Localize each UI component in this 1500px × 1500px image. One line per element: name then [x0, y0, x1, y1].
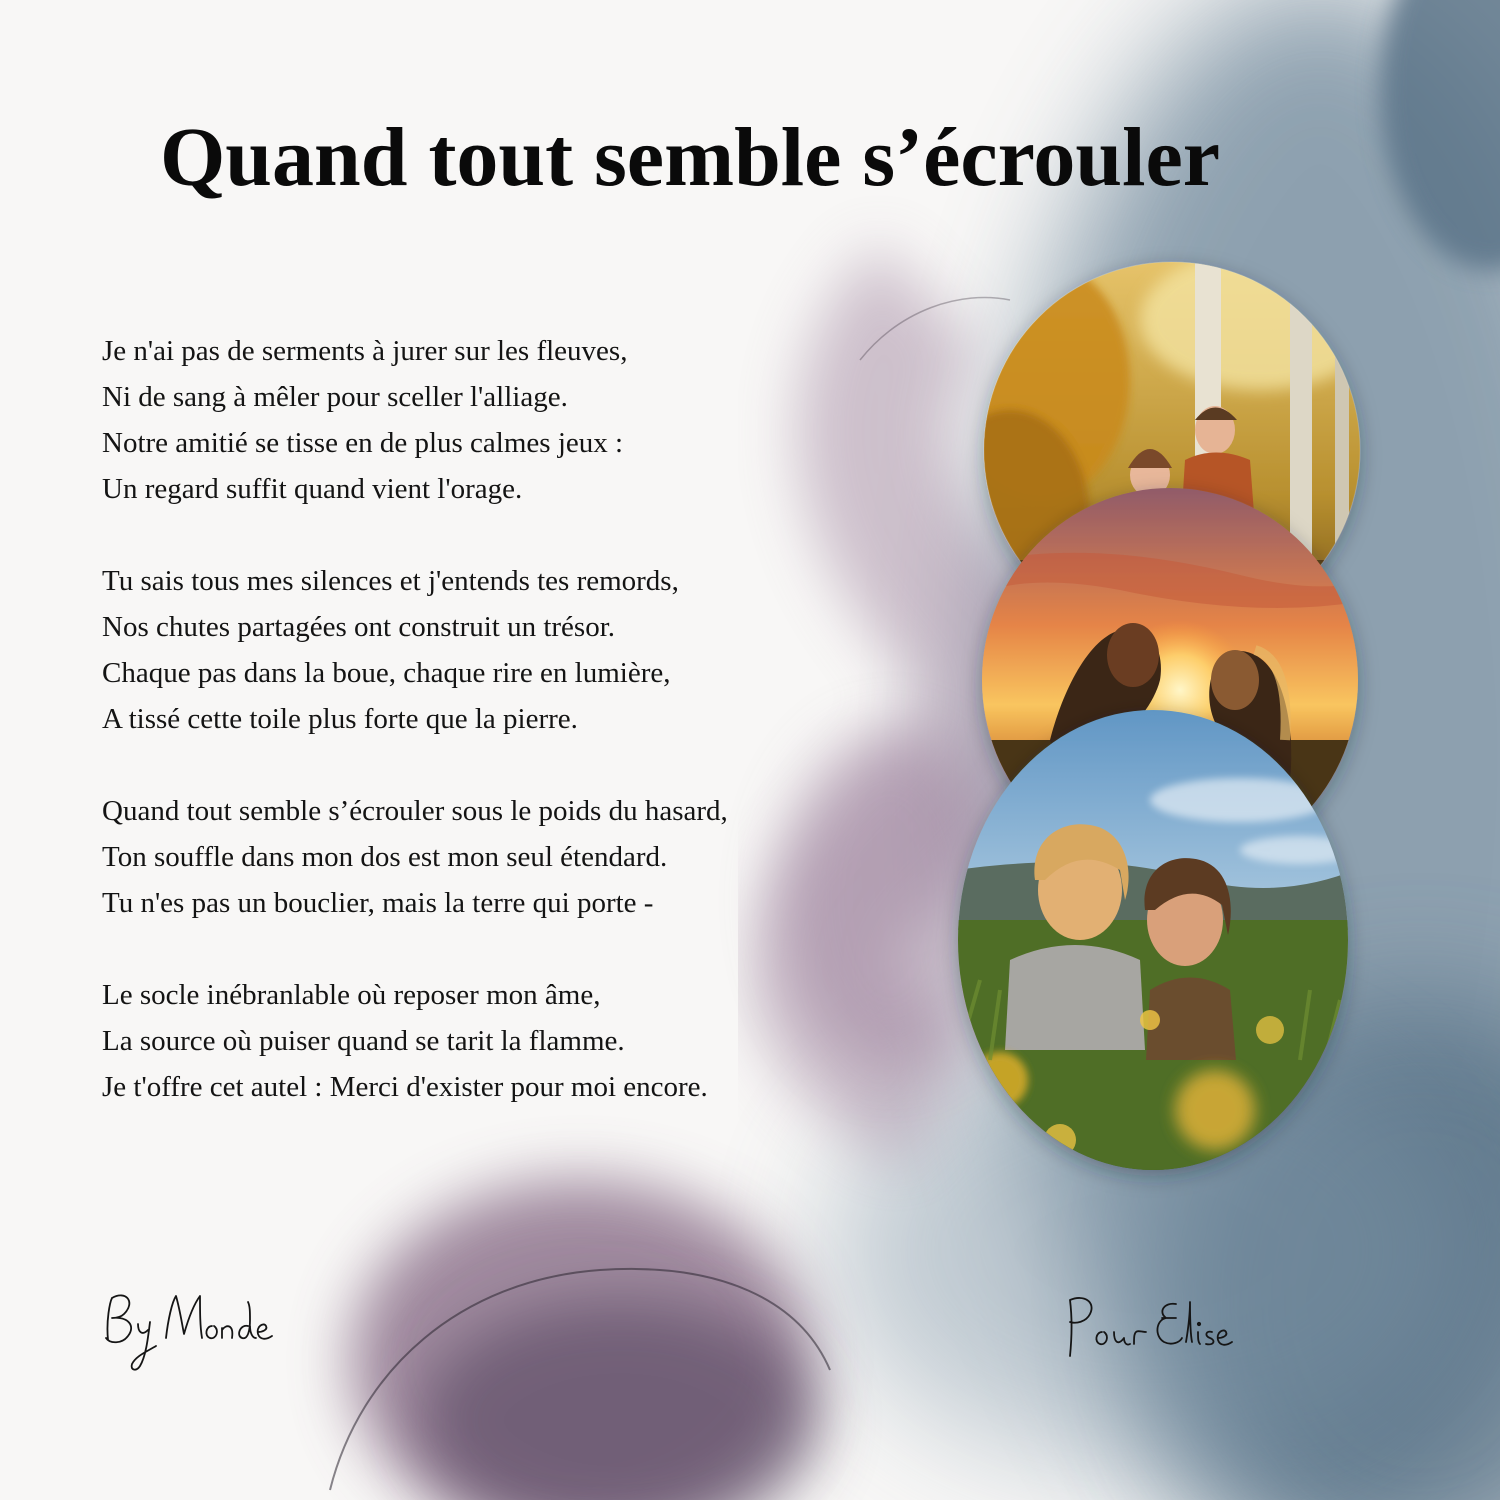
poem-line: La source où puiser quand se tarit la flamme.	[102, 1025, 625, 1057]
poem-line: Ni de sang à mêler pour sceller l'alliage.	[102, 381, 568, 413]
poem-line: Ton souffle dans mon dos est mon seul étendard.	[102, 841, 668, 873]
poem-title: Quand tout semble s’écrouler	[159, 111, 1221, 204]
poem-line: Je t'offre cet autel : Merci d'exister pour moi encore.	[102, 1071, 708, 1103]
poem-line: Tu n'es pas un bouclier, mais la terre qui porte -	[102, 887, 654, 919]
poem-line: Notre amitié se tisse en de plus calmes jeux :	[102, 427, 624, 459]
poem-line: Tu sais tous mes silences et j'entends tes remords,	[102, 565, 679, 597]
poem-line: Quand tout semble s’écrouler sous le poids du hasard,	[102, 795, 728, 827]
poem-line: Je n'ai pas de serments à jurer sur les fleuves,	[102, 335, 628, 367]
poem-line: Nos chutes partagées ont construit un trésor.	[102, 611, 616, 643]
poem-line: Le socle inébranlable où reposer mon âme,	[102, 979, 601, 1011]
poem-line: Un regard suffit quand vient l'orage.	[102, 473, 523, 505]
poem-line: A tissé cette toile plus forte que la pierre.	[102, 703, 578, 735]
poem-line: Chaque pas dans la boue, chaque rire en lumière,	[102, 657, 671, 689]
